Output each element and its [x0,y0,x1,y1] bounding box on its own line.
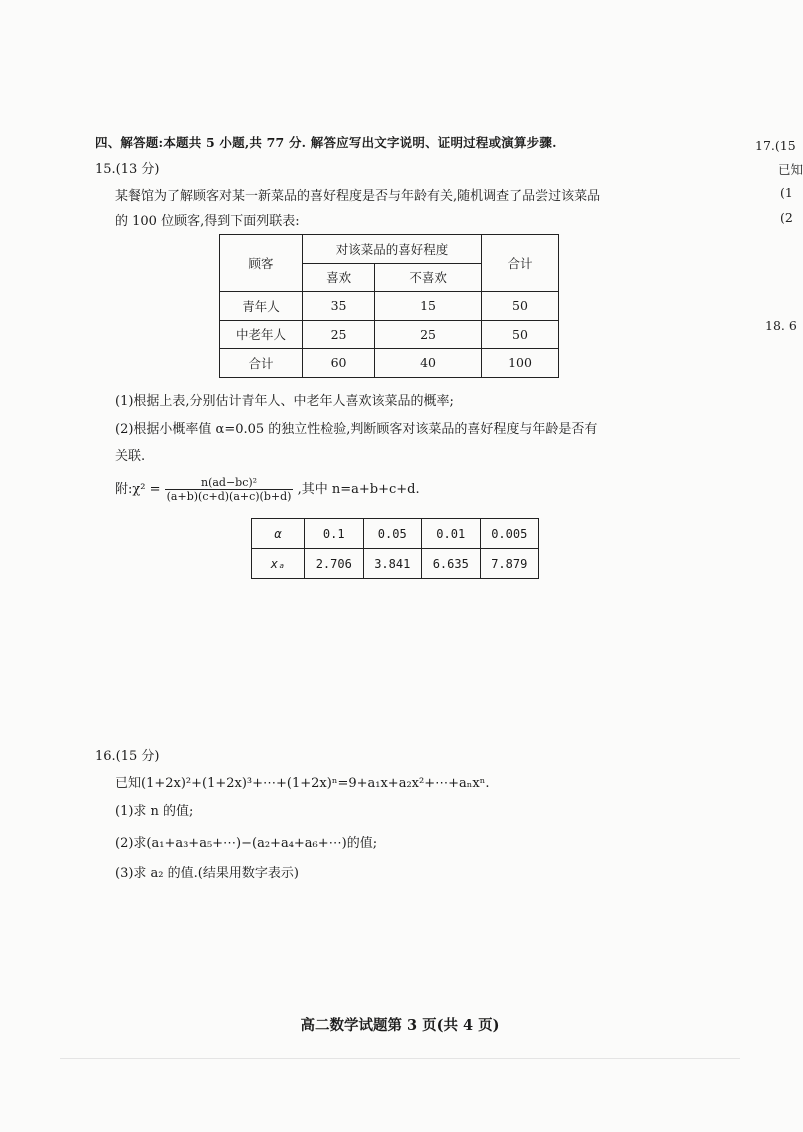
q17-given-partial: 已知 [778,162,803,177]
contingency-table [219,234,559,378]
row-label: 青年人 [220,292,303,321]
cell-total: 100 [482,349,559,378]
cell-like: 35 [303,292,375,321]
q17-part2-partial: (2 [780,210,793,225]
q16-given: 已知(1+2x)²+(1+2x)³+⋯+(1+2x)ⁿ=9+a₁x+a₂x²+⋯+aₙxⁿ. [115,776,490,791]
formula-denominator: (a+b)(c+d)(a+c)(b+d) [166,490,292,503]
cell-like: 60 [303,349,375,378]
table-row [220,320,559,349]
x-alpha-value: 7.879 [480,549,539,579]
appendix-suffix: ,其中 n=a+b+c+d. [297,482,420,497]
row-label: 合计 [220,349,303,378]
cell-total: 50 [482,292,559,321]
q17-part1-partial: (1 [780,185,793,200]
section-header: 四、解答题:本题共 5 小题,共 77 分. 解答应写出文字说明、证明过程或演算步骤. [95,135,557,150]
cell-total: 50 [482,320,559,349]
q16-part2: (2)求(a₁+a₃+a₅+⋯)−(a₂+a₄+a₆+⋯)的值; [115,836,378,851]
x-alpha-label: xₐ [252,549,305,579]
table-row [220,292,559,321]
q15-part2-line1: (2)根据小概率值 α=0.05 的独立性检验,判断顾客对该菜品的喜好程度与年龄是否有 [115,422,598,437]
page-footer: 高二数学试题第 3 页(共 4 页) [300,1017,500,1034]
table-row [252,549,539,579]
appendix-formula [115,476,420,503]
cell-like: 25 [303,320,375,349]
q15-intro-line2: 的 100 位顾客,得到下面列联表: [115,214,300,229]
x-alpha-value: 6.635 [422,549,481,579]
q17-number-partial: 17.(15 [755,138,796,153]
table-header-total: 合计 [482,235,559,292]
cell-dislike: 25 [375,320,482,349]
table-header-customer: 顾客 [220,235,303,292]
appendix-prefix: 附:χ² = [115,482,161,497]
critical-value-table [251,518,539,579]
formula-numerator: n(ad−bc)² [165,476,294,490]
q15-part1: (1)根据上表,分别估计青年人、中老年人喜欢该菜品的概率; [115,394,454,409]
q16-number: 16.(15 分) [95,749,160,764]
chi-square-fraction [165,476,294,503]
alpha-value: 0.01 [422,519,481,549]
cell-dislike: 15 [375,292,482,321]
alpha-value: 0.005 [480,519,539,549]
alpha-value: 0.1 [305,519,364,549]
q18-number-partial: 18. 6 [765,318,797,333]
x-alpha-value: 2.706 [305,549,364,579]
table-header-dislike: 不喜欢 [375,263,482,292]
q15-intro-line1: 某餐馆为了解顾客对某一新菜品的喜好程度是否与年龄有关,随机调查了品尝过该菜品 [115,189,601,204]
q16-part1: (1)求 n 的值; [115,804,194,819]
q15-part2-line2: 关联. [115,449,146,464]
row-label: 中老年人 [220,320,303,349]
alpha-value: 0.05 [363,519,422,549]
table-row [252,519,539,549]
table-header-preference: 对该菜品的喜好程度 [303,235,482,264]
cell-dislike: 40 [375,349,482,378]
x-alpha-value: 3.841 [363,549,422,579]
table-header-like: 喜欢 [303,263,375,292]
alpha-label: α [252,519,305,549]
table-row [220,349,559,378]
q16-part3: (3)求 a₂ 的值.(结果用数字表示) [115,866,299,881]
page-divider [60,1058,740,1059]
q15-number: 15.(13 分) [95,162,160,177]
